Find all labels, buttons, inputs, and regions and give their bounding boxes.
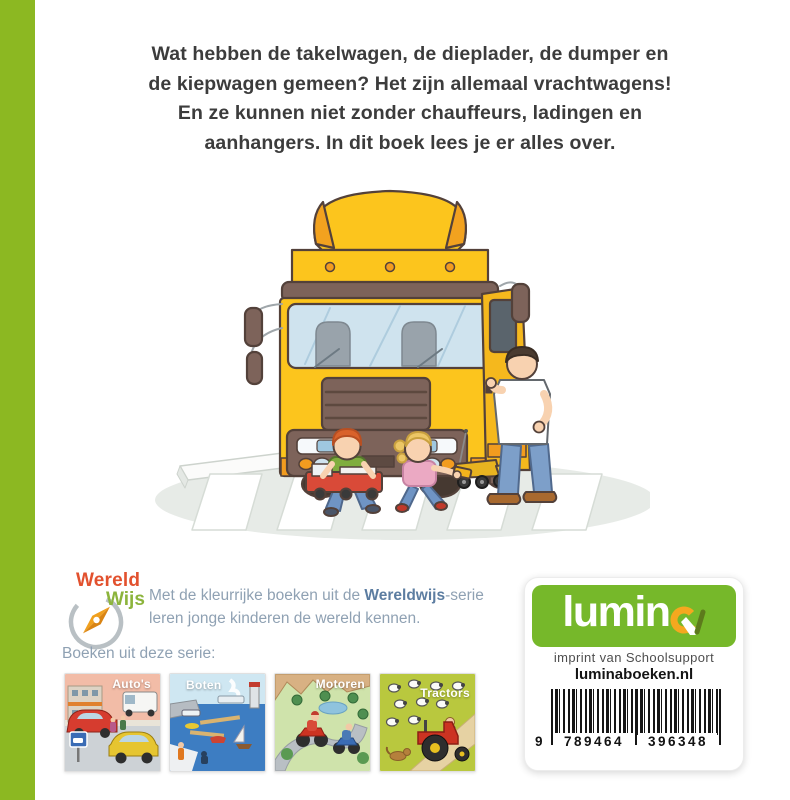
lumina-a-pencil-icon <box>670 594 706 638</box>
left-mirrors <box>245 304 282 384</box>
windshield <box>288 304 492 368</box>
blurb-line: Wat hebben de takelwagen, de dieplader, de dumper en <box>151 43 669 65</box>
tagline-post: -serie <box>445 587 484 604</box>
series-cover-boten <box>169 673 266 772</box>
imprint-line: imprint van Schoolsupport <box>553 650 715 665</box>
tagline-pre: Met de kleurrijke boeken uit de <box>149 587 365 604</box>
barcode <box>535 689 733 755</box>
roof-spoiler <box>314 191 466 250</box>
barcode-group2: 396348 <box>639 733 717 749</box>
wereldwijs-word1: Wereld <box>76 570 141 591</box>
spine-strip <box>0 0 35 800</box>
truck-illustration <box>150 178 650 558</box>
barcode-lead-digit: 9 <box>535 734 543 749</box>
blurb-line: aanhangers. In dit boek lees je er alles over. <box>204 131 616 154</box>
lumina-logo <box>532 585 736 647</box>
cover-title: Auto's <box>112 677 151 691</box>
wereldwijs-word2: Wijs <box>106 589 145 610</box>
lumina-logo-text: lumin <box>562 587 670 636</box>
blurb-line: En ze kunnen niet zonder chauffeurs, ladingen en <box>177 102 643 124</box>
blurb-line: de kiepwagen gemeen? Het zijn allemaal vrachtwagens! <box>148 72 672 95</box>
tagline-bold: Wereldwijs <box>364 587 446 604</box>
publisher-website: luminaboeken.nl <box>574 666 694 683</box>
publisher-card <box>524 577 744 771</box>
series-heading: Boeken uit deze serie: <box>62 645 216 662</box>
cover-title: Boten <box>186 678 222 692</box>
cover-title: Tractors <box>420 686 470 700</box>
back-cover-blurb <box>110 40 710 158</box>
wereldwijs-logo <box>60 570 155 648</box>
grille <box>322 378 430 430</box>
series-covers <box>64 673 476 772</box>
barcode-group1: 789464 <box>555 733 633 749</box>
series-cover-motoren <box>274 673 371 772</box>
series-cover-autos <box>64 673 161 772</box>
series-tagline <box>149 584 499 630</box>
truck <box>245 191 530 497</box>
barcode-digits <box>535 733 733 751</box>
tagline-line2: leren jonge kinderen de wereld kennen. <box>149 610 421 627</box>
series-cover-tractors <box>379 673 476 772</box>
cover-title: Motoren <box>315 677 365 691</box>
